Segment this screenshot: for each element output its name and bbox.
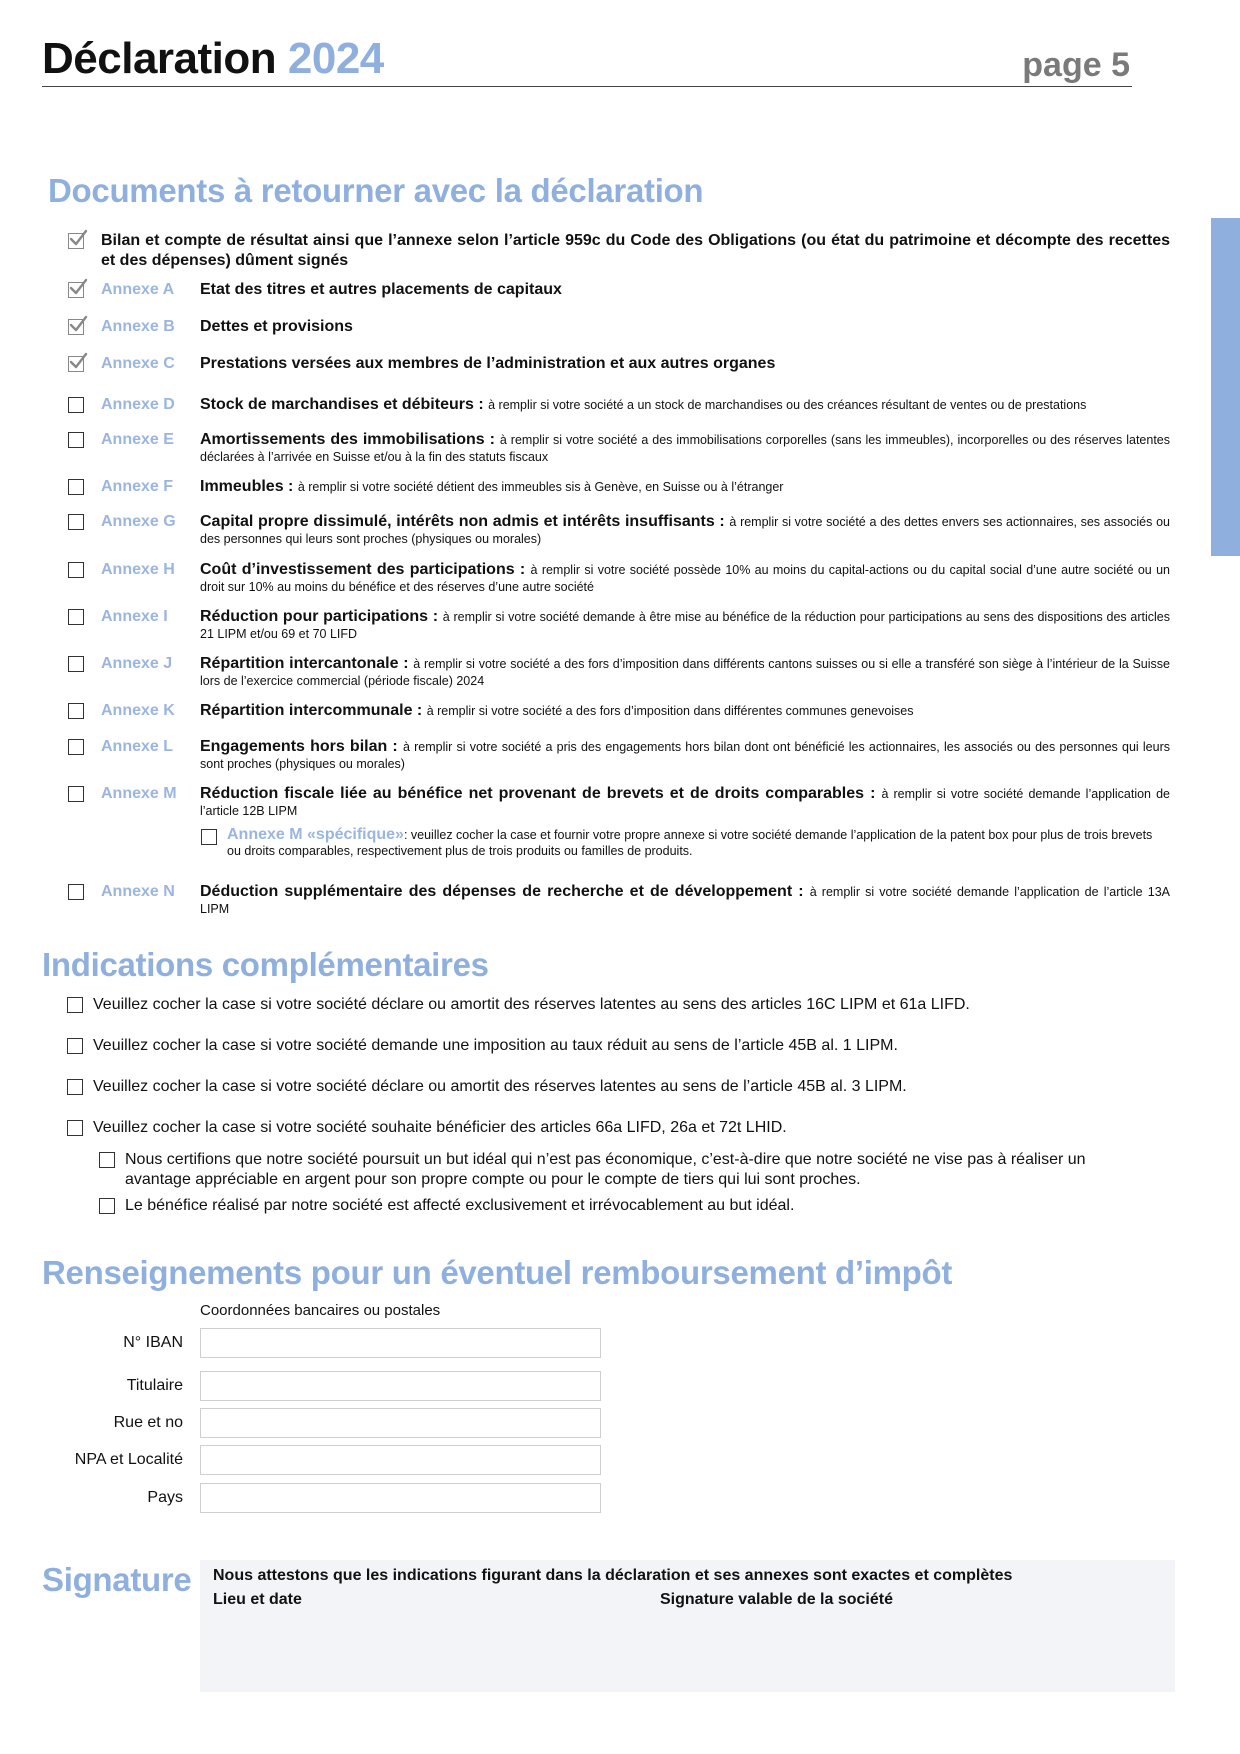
- annexe-description: [200, 396, 1170, 413]
- complementary-section-title: Indications complémentaires: [42, 946, 489, 983]
- annexe-d-checkbox[interactable]: [68, 397, 84, 413]
- annexe-description: [200, 608, 1170, 642]
- annexe-code: Annexe F: [101, 478, 174, 495]
- annexe-description: [200, 785, 1170, 819]
- complementary-checkbox-2[interactable]: [67, 1038, 83, 1054]
- annexe-description: [200, 702, 1170, 719]
- field-pays[interactable]: [200, 1483, 601, 1513]
- annexe-g-checkbox[interactable]: [68, 514, 84, 530]
- annexe-m-checkbox[interactable]: [68, 786, 84, 802]
- annexe-title: Immeubles :: [200, 478, 294, 495]
- annexe-note: à remplir si votre société a des dettes envers ses actionnaires, ses associés ou des personnes qui leurs sont proches (physiques ou morales): [200, 515, 1170, 546]
- label-titulaire: Titulaire: [126, 1377, 183, 1394]
- annexe-note: à remplir si votre société demande à être mise au bénéfice de la réduction pour participations au sens des dispositions des articles 21 LIPM et/ou 69 et 70 LIFD: [200, 610, 1170, 641]
- annexe-code: Annexe M: [101, 785, 177, 802]
- annexe-title: Dettes et provisions: [200, 318, 353, 335]
- annexe-code: Annexe B: [101, 318, 175, 335]
- complementary-text-4: Veuillez cocher la case si votre société souhaite bénéficier des articles 66a LIFD, 26a et 72t LHID.: [93, 1119, 787, 1136]
- annexe-c-checkbox[interactable]: [68, 356, 84, 372]
- annexe-title: Stock de marchandises et débiteurs :: [200, 396, 484, 413]
- annexe-h-checkbox[interactable]: [68, 562, 84, 578]
- complementary-checkbox-3[interactable]: [67, 1079, 83, 1095]
- annexe-note: à remplir si votre société a des immobilisations corporelles (sans les immeubles), incorporelles ou des réserves latentes déclarées à l’arrivée en Suisse et/ou à la fin des statuts fiscaux: [200, 433, 1170, 464]
- annexe-code: Annexe I: [101, 608, 168, 625]
- annexe-title: Engagements hors bilan :: [200, 738, 398, 755]
- annexe-a-checkbox[interactable]: [68, 282, 84, 298]
- annexe-code: Annexe C: [101, 355, 175, 372]
- title-text: Déclaration: [42, 34, 277, 83]
- annexe-code: Annexe G: [101, 513, 176, 530]
- side-tab-marker: [1211, 218, 1240, 556]
- annexe-note: à remplir si votre société demande l’application de l’article 13A LIPM: [200, 885, 1170, 916]
- annexe-n-checkbox[interactable]: [68, 884, 84, 900]
- label-pays: Pays: [147, 1489, 183, 1506]
- annexe-title: Déduction supplémentaire des dépenses de recherche et de développement :: [200, 883, 804, 900]
- complementary-text-3: Veuillez cocher la case si votre société déclare ou amortit des réserves latentes au sens de l’article 45B al. 3 LIPM.: [93, 1078, 907, 1095]
- annexe-code: Annexe K: [101, 702, 175, 719]
- annexe-description: [200, 513, 1170, 547]
- label-n-iban: N° IBAN: [123, 1334, 183, 1351]
- complementary-subcheckbox-1[interactable]: [99, 1152, 115, 1168]
- place-date-label: Lieu et date: [213, 1591, 302, 1608]
- header-divider: [42, 86, 1132, 87]
- annexe-code: Annexe J: [101, 655, 173, 672]
- annexe-description: [200, 281, 1170, 298]
- annexe-title: Répartition intercommunale :: [200, 702, 423, 719]
- annexe-description: [200, 318, 1170, 335]
- annexe-title: Réduction pour participations :: [200, 608, 439, 625]
- annexe-code: Annexe E: [101, 431, 174, 448]
- annexe-m-specific-text: [227, 827, 1167, 859]
- complementary-text-2: Veuillez cocher la case si votre société demande une imposition au taux réduit au sens de l’article 45B al. 1 LIPM.: [93, 1037, 898, 1054]
- annexe-note: à remplir si votre société a pris des engagements hors bilan dont ont bénéficié les actionnaires, les associés ou des personnes qui leurs sont proches (physiques ou morales): [200, 740, 1170, 771]
- annexe-title: Prestations versées aux membres de l’administration et aux autres organes: [200, 355, 776, 372]
- annexe-note: à remplir si votre société possède 10% au moins du capital-actions ou du capital social d’une autre société ou un droit sur 10% au moins du bénéfice et des réserves d’une autre société: [200, 563, 1170, 594]
- annexe-description: [200, 738, 1170, 772]
- financial-statements-checkbox[interactable]: [68, 233, 84, 249]
- annexe-j-checkbox[interactable]: [68, 656, 84, 672]
- complementary-subtext-2: Le bénéfice réalisé par notre société est affecté exclusivement et irrévocablement au but idéal.: [125, 1197, 795, 1214]
- annexe-l-checkbox[interactable]: [68, 739, 84, 755]
- annexe-code: Annexe N: [101, 883, 175, 900]
- annexe-description: [200, 431, 1170, 465]
- annexe-m-specific-note: : veuillez cocher la case et fournir votre propre annexe si votre société demande l’application de la patent box pour plus de trois brevets ou droits comparables, respectivement plus de trois produits ou familles de produits.: [227, 828, 1153, 858]
- annexe-i-checkbox[interactable]: [68, 609, 84, 625]
- annexe-note: à remplir si votre société demande l’application de l’article 12B LIPM: [200, 787, 1170, 818]
- signature-section-title: Signature: [42, 1561, 192, 1598]
- annexe-title: Réduction fiscale liée au bénéfice net provenant de brevets et de droits comparables :: [200, 785, 876, 802]
- annexe-title: Coût d’investissement des participations :: [200, 561, 526, 578]
- page-number: page 5: [1022, 46, 1130, 84]
- annexe-note: à remplir si votre société a des fors d’imposition dans différents cantons suisses ou si elle a transféré son siège à l’intérieur de la Suisse lors de l’exercice commercial (période fiscale) 2024: [200, 657, 1170, 688]
- complementary-text-1: Veuillez cocher la case si votre société déclare ou amortit des réserves latentes au sens des articles 16C LIPM et 61a LIFD.: [93, 996, 970, 1013]
- signature-statement: Nous attestons que les indications figurant dans la déclaration et ses annexes sont exactes et complètes: [213, 1567, 1013, 1584]
- annexe-title: Répartition intercantonale :: [200, 655, 409, 672]
- annexe-description: [200, 883, 1170, 917]
- annexe-description: [200, 561, 1170, 595]
- complementary-checkbox-1[interactable]: [67, 997, 83, 1013]
- annexe-title: Etat des titres et autres placements de capitaux: [200, 281, 562, 298]
- annexe-code: Annexe A: [101, 281, 175, 298]
- field-rue-et-no[interactable]: [200, 1408, 601, 1438]
- label-rue-et-no: Rue et no: [113, 1414, 183, 1431]
- field-npa-et-localit[interactable]: [200, 1445, 601, 1475]
- annexe-note: à remplir si votre société a des fors d’imposition dans différentes communes genevoises: [426, 704, 914, 718]
- complementary-subtext-1: Nous certifions que notre société poursuit un but idéal qui n’est pas économique, c’est-à-dire que notre société ne vise pas à réaliser un avantage appréciable en argent pour son propre compte ou pour le compte de tiers qui lui sont proches.: [125, 1151, 1086, 1188]
- annexe-b-checkbox[interactable]: [68, 319, 84, 335]
- title-year: 2024: [287, 34, 384, 83]
- annexe-description: [200, 478, 1170, 495]
- annexe-code: Annexe H: [101, 561, 175, 578]
- refund-section-title: Renseignements pour un éventuel remboursement d’impôt: [42, 1254, 953, 1291]
- annexe-description: [200, 655, 1170, 689]
- field-n-iban[interactable]: [200, 1328, 601, 1358]
- annexe-note: à remplir si votre société a un stock de marchandises ou des créances résultant de ventes ou de prestations: [488, 398, 1087, 412]
- documents-section-title: Documents à retourner avec la déclaration: [48, 172, 704, 209]
- annexe-code: Annexe D: [101, 396, 175, 413]
- refund-subtitle: Coordonnées bancaires ou postales: [200, 1302, 441, 1319]
- complementary-checkbox-4[interactable]: [67, 1120, 83, 1136]
- company-signature-label: Signature valable de la société: [660, 1591, 893, 1608]
- annexe-code: Annexe L: [101, 738, 174, 755]
- label-npa-et-localit: NPA et Localité: [74, 1451, 183, 1468]
- annexe-title: Amortissements des immobilisations :: [200, 431, 495, 448]
- page-title: [42, 34, 384, 84]
- field-titulaire[interactable]: [200, 1371, 601, 1401]
- financial-statements-text: Bilan et compte de résultat ainsi que l’annexe selon l’article 959c du Code des Obligations (ou état du patrimoine et décompte des recettes et des dépenses) dûment signés: [101, 232, 1170, 269]
- annexe-description: [200, 355, 1170, 372]
- complementary-subcheckbox-2[interactable]: [99, 1198, 115, 1214]
- annexe-f-checkbox[interactable]: [68, 479, 84, 495]
- annexe-title: Capital propre dissimulé, intérêts non admis et intérêts insuffisants :: [200, 513, 725, 530]
- annexe-m-specific-code: Annexe M «spécifique»: [227, 826, 404, 843]
- annexe-m-specific-checkbox[interactable]: [201, 829, 217, 845]
- annexe-k-checkbox[interactable]: [68, 703, 84, 719]
- annexe-e-checkbox[interactable]: [68, 432, 84, 448]
- annexe-note: à remplir si votre société détient des immeubles sis à Genève, en Suisse ou à l’étranger: [297, 480, 784, 494]
